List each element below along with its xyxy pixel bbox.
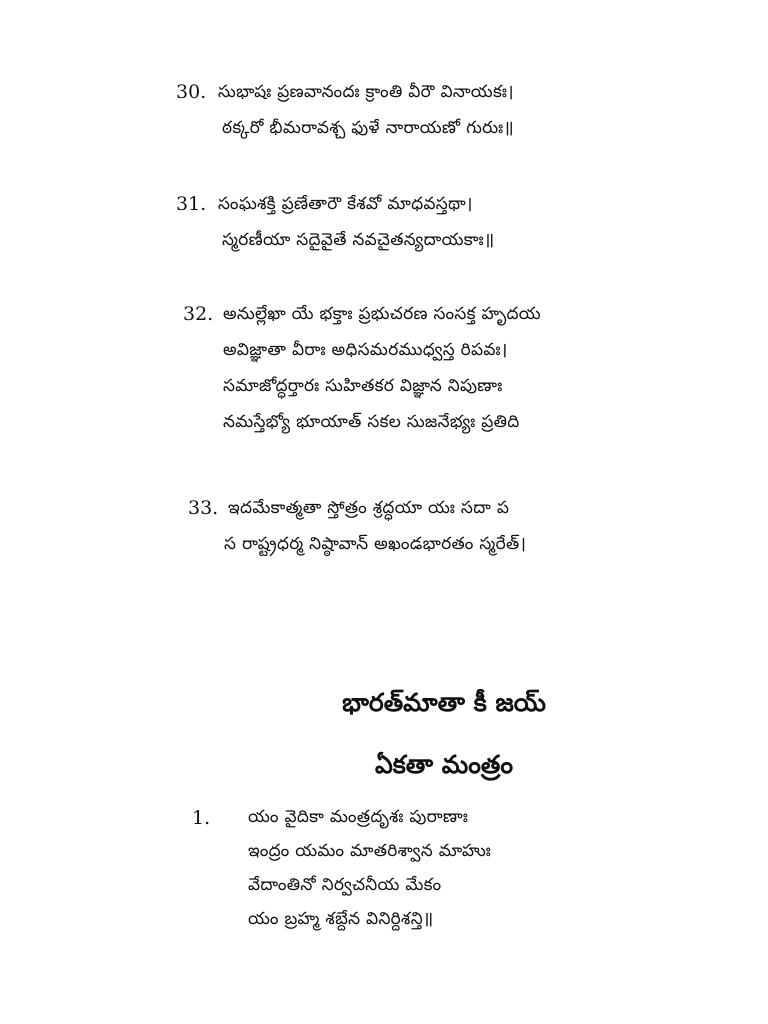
verse-line: సమాజోద్ధర్తారః సుహితకర విజ్ఞాన నిపుణాః: [223, 376, 503, 396]
verse-line: యం బ్రహ్మ శబ్దేన వినిర్దిశన్తి॥: [248, 909, 434, 929]
verse-32: [183, 296, 541, 440]
verse-30: [176, 74, 514, 146]
verse-line: యం వైదికా మంత్రదృశః పురాణాః: [248, 807, 469, 827]
verse-line: అనుల్లేఖా యే భక్తాః ప్రభుచరణ సంసక్త హృదయ: [223, 304, 541, 324]
verse-33: [188, 490, 526, 562]
verse-lines: [248, 800, 491, 936]
verse-lines: [218, 74, 514, 146]
verse-lines: [224, 490, 527, 562]
section-title: ఏకతా మంత్రం: [374, 750, 514, 779]
verse-number: 32.: [183, 303, 214, 325]
verse-line: స రాష్ట్రధర్మ నిష్ఠావాన్ అఖండభారతం స్మరేత్।: [224, 534, 527, 554]
slogan-heading: భారత్‌మాతా కీ జయ్: [342, 688, 546, 717]
verse-line: సంఘశక్తి ప్రణేతారౌ కేశవో మాధవస్తథా।: [218, 194, 473, 214]
verse-number: 31.: [176, 193, 207, 215]
verse-line: స్మరణీయా సదైవైతే నవచైతన్యదాయకాః॥: [222, 230, 495, 250]
verse-number: 33.: [188, 497, 219, 519]
verse-lines: [223, 296, 541, 440]
verse-number: 30.: [176, 81, 207, 103]
verse-line: నమస్తేభ్యో భూయాత్ సకల సుజనేభ్యః ప్రతిది: [223, 412, 520, 432]
verse-line: వేదాంతినో నిర్వచనీయ మేకం: [248, 875, 442, 895]
verse-line: ఇదమేకాత్మతా స్తోత్రం శ్రద్ధయా యః సదా ప: [228, 498, 510, 518]
mantra-verse-1: [192, 800, 491, 936]
verse-line: అవిజ్ఞాతా వీరాః అధిసమరముధ్వస్త రిపవః।: [223, 340, 508, 360]
verse-line: ఠక్కరో భీమరావశ్చ ఫుళే నారాయణో గురుః॥: [222, 118, 514, 138]
verse-lines: [218, 186, 495, 258]
verse-line: సుభాషః ప్రణవానందః క్రాంతి వీరౌ వినాయకః।: [218, 82, 514, 102]
verse-number: 1.: [192, 807, 211, 829]
verse-line: ఇంద్రం యమం మాతరిశ్వాన మాహుః: [248, 841, 492, 861]
verse-31: [176, 186, 495, 258]
